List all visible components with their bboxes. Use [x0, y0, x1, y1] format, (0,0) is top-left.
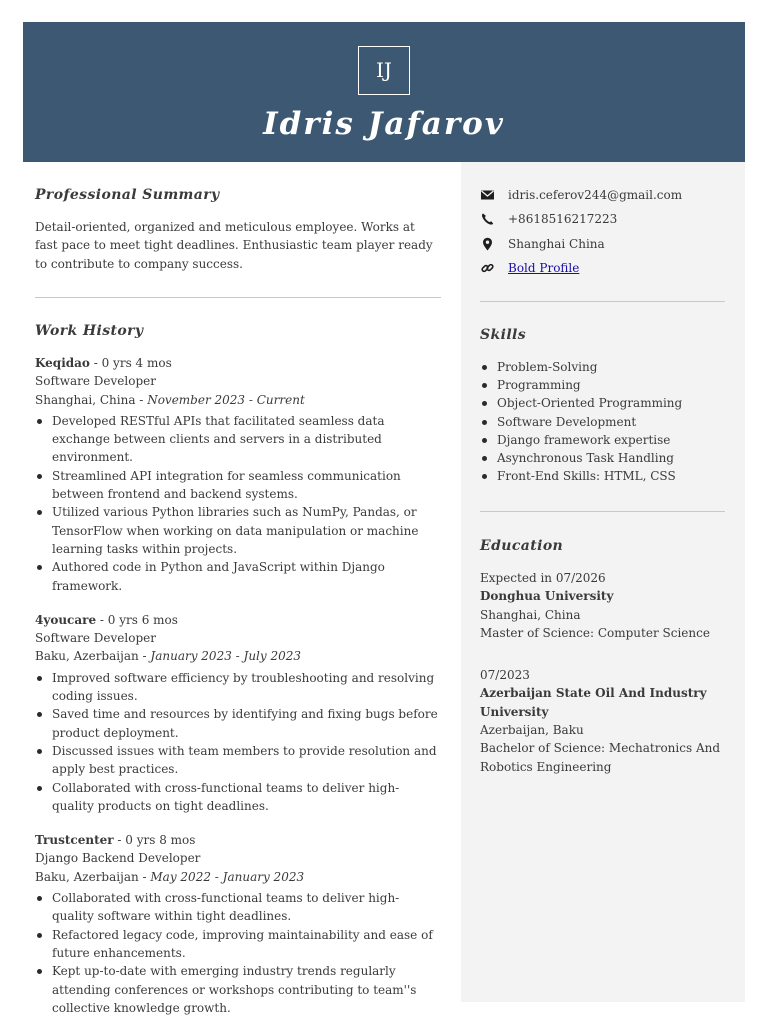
job-role: Software Developer [35, 374, 156, 389]
candidate-name: Idris Jafarov [263, 106, 505, 142]
skills-list [480, 358, 730, 485]
contact-location: Shanghai China [508, 236, 605, 251]
education-date: Expected in 07/2026 [480, 571, 606, 585]
skill-item: Problem-Solving [480, 358, 730, 376]
education-degree: Bachelor of Science: Mechatronics And Robotics Engineering [480, 741, 721, 774]
phone-icon [480, 212, 496, 226]
skill-item: Django framework expertise [480, 431, 730, 449]
resume-header [23, 22, 745, 162]
link-icon [480, 261, 496, 275]
skills-divider [480, 511, 725, 512]
job-location: Shanghai, China - [35, 392, 148, 407]
education-location: Azerbaijan, Baku [480, 723, 584, 738]
education-section [480, 538, 730, 776]
work-history-section [35, 323, 441, 1024]
work-history-title: Work History [35, 323, 144, 339]
job-bullet: Collaborated with cross-functional teams to deliver high-quality products on tight deadlines. [35, 779, 441, 816]
skill-item: Asynchronous Task Handling [480, 449, 730, 467]
job-bullets [35, 669, 441, 815]
skills-title: Skills [480, 327, 527, 343]
skill-item: Front-End Skills: HTML, CSS [480, 467, 730, 485]
education-entry [480, 666, 730, 776]
job-location-line [35, 647, 441, 665]
summary-title: Professional Summary [35, 187, 220, 203]
summary-text: Detail-oriented, organized and meticulous employee. Works at fast pace to meet tight deadlines. Enthusiastic team player ready to contribute to company success. [35, 220, 433, 271]
job-duration: - 0 yrs 6 mos [96, 612, 178, 627]
job-role: Django Backend Developer [35, 851, 201, 866]
job-location-line [35, 868, 441, 886]
job-company: Trustcenter [35, 833, 114, 848]
job-dates: November 2023 - Current [147, 392, 305, 407]
job-location: Baku, Azerbaijan - [35, 649, 151, 664]
job-bullet: Discussed issues with team members to provide resolution and apply best practices. [35, 742, 441, 779]
education-school: Azerbaijan State Oil And Industry University [480, 686, 707, 719]
contact-phone-row [480, 210, 730, 234]
job-bullet: Improved software efficiency by troubleshooting and resolving coding issues. [35, 669, 441, 706]
job-role: Software Developer [35, 631, 156, 646]
job-bullet: Utilized various Python libraries such as NumPy, Pandas, or TensorFlow when working on data manipulation or machine learning tasks within projects. [35, 503, 441, 558]
job-company-line [35, 354, 441, 372]
job-duration: - 0 yrs 4 mos [89, 356, 172, 370]
skill-item: Software Development [480, 413, 730, 431]
monogram-badge: IJ [358, 46, 410, 95]
job-bullet: Authored code in Python and JavaScript within Django framework. [35, 558, 441, 595]
location-pin-icon [480, 237, 496, 251]
contact-email-row [480, 186, 730, 210]
job-entry [35, 831, 441, 1017]
job-bullets [35, 889, 441, 1017]
skills-section [480, 327, 730, 485]
job-bullet: Developed RESTful APIs that facilitated seamless data exchange between clients and servers in a distributed environment. [35, 412, 441, 467]
job-bullet: Refactored legacy code, improving maintainability and ease of future enhancements. [35, 926, 441, 963]
job-bullet: Collaborated with cross-functional teams to deliver high-quality software within tight deadlines. [35, 889, 441, 926]
summary-divider [35, 297, 441, 298]
job-location-line [35, 391, 441, 409]
summary-section [35, 187, 441, 273]
job-company-line [35, 611, 441, 629]
education-entry [480, 569, 730, 642]
job-dates: May 2022 - January 2023 [150, 869, 305, 884]
job-bullet: Kept up-to-date with emerging industry trends regularly attending conferences or workshops contributing to team''s collective knowledge growth. [35, 962, 441, 1017]
contact-section [480, 186, 730, 283]
education-location: Shanghai, China [480, 607, 581, 622]
contact-location-row [480, 235, 730, 259]
education-title: Education [480, 538, 564, 554]
job-company-line [35, 831, 441, 849]
job-bullets [35, 412, 441, 595]
job-company: Keqidao [35, 356, 90, 370]
job-duration: - 0 yrs 8 mos [113, 833, 196, 848]
contact-link-row[interactable] [480, 259, 730, 283]
job-bullet: Saved time and resources by identifying and fixing bugs before product deployment. [35, 705, 441, 742]
job-location: Baku, Azerbaijan - [35, 869, 151, 884]
envelope-icon [480, 188, 496, 202]
education-date: 07/2023 [480, 668, 530, 683]
skill-item: Programming [480, 376, 730, 394]
contact-phone: +8618516217223 [508, 212, 618, 227]
skill-item: Object-Oriented Programming [480, 394, 730, 412]
contact-divider [480, 301, 725, 302]
job-bullet: Streamlined API integration for seamless communication between frontend and backend systems. [35, 467, 441, 504]
job-company: 4youcare [35, 612, 97, 627]
job-entry [35, 354, 441, 595]
bold-profile-link[interactable]: Bold Profile [508, 260, 580, 275]
education-degree: Master of Science: Computer Science [480, 625, 710, 640]
resume-page [23, 22, 745, 1015]
job-dates: January 2023 - July 2023 [150, 649, 302, 664]
job-entry [35, 611, 441, 815]
contact-email: idris.ceferov244@gmail.com [508, 188, 683, 202]
education-school: Donghua University [480, 589, 614, 604]
